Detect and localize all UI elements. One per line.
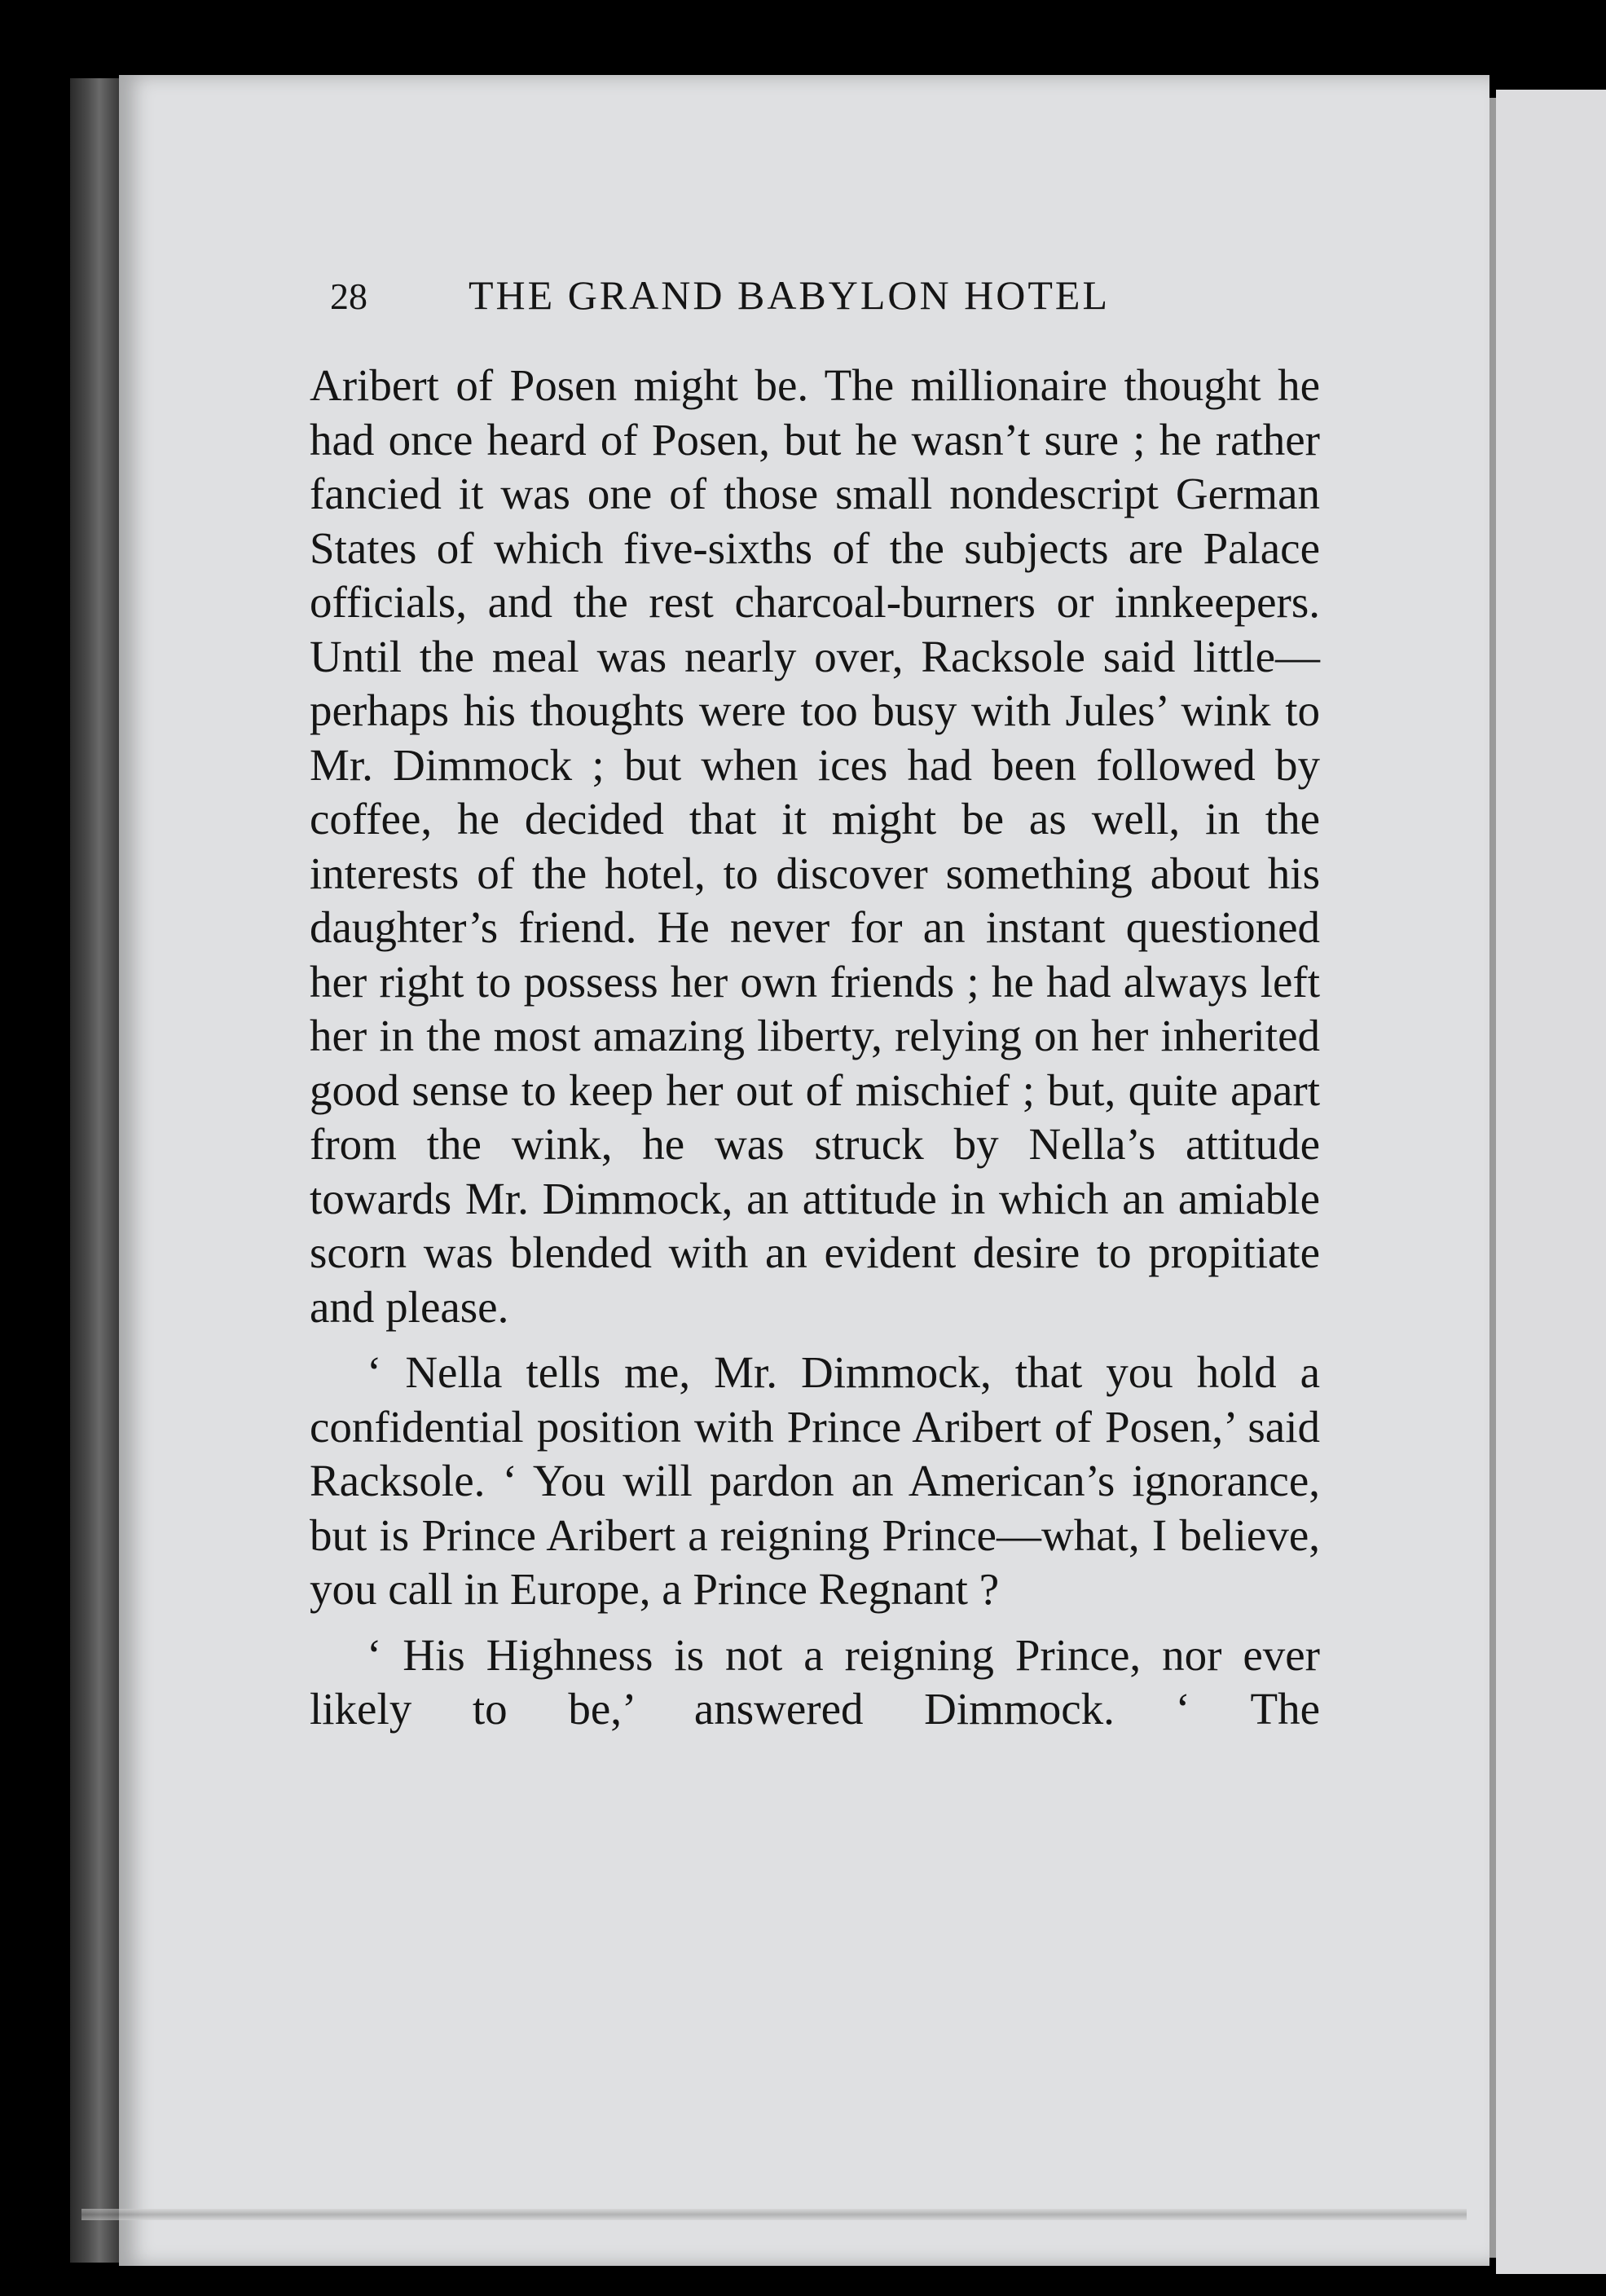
facing-page-edge: [1496, 90, 1606, 2274]
page-body: [310, 359, 1320, 1737]
running-title: THE GRAND BABYLON HOTEL: [469, 272, 1110, 318]
paragraph-1: Aribert of Posen might be. The millionaire thought he had once heard of Posen, but he wasn’t sure ; he rather fancied it was one of those small nondescript German States of which five-sixths of the subjects are Palace officials, and the rest charcoal-burners or innkeepers. Until the meal was nearly over, Racksole said little—perhaps his thoughts were too busy with Jules’ wink to Mr. Dimmock ; but when ices had been followed by coffee, he decided that it might be as well, in the interests of the hotel, to discover something about his daughter’s friend. He never for an instant questioned her right to possess her own friends ; he had always left her in the most amazing liberty, relying on her inherited good sense to keep her out of mischief ; but, quite apart from the wink, he was struck by Nella’s attitude towards Mr. Dimmock, an attitude in which an amiable scorn was blended with an evident desire to propitiate and please.: [310, 360, 1320, 1332]
paragraph-2: ‘ Nella tells me, Mr. Dimmock, that you hold a confidential position with Prince Aribert of Posen,’ said Racksole. ‘ You will pardon an American’s ignorance, but is Prince Aribert a reigning Prince—what, I believe, you call in Europe, a Prince Regnant ?: [310, 1347, 1320, 1614]
page-edge: [1489, 98, 1496, 2258]
page-bottom-edge: [81, 2209, 1467, 2220]
book-spine: [70, 78, 119, 2263]
page-number: 28: [330, 275, 367, 317]
paragraph-3: ‘ His Highness is not a reigning Prince, nor ever likely to be,’ answered Dimmock. ‘ The: [310, 1629, 1320, 1734]
page-header: [330, 263, 1218, 337]
